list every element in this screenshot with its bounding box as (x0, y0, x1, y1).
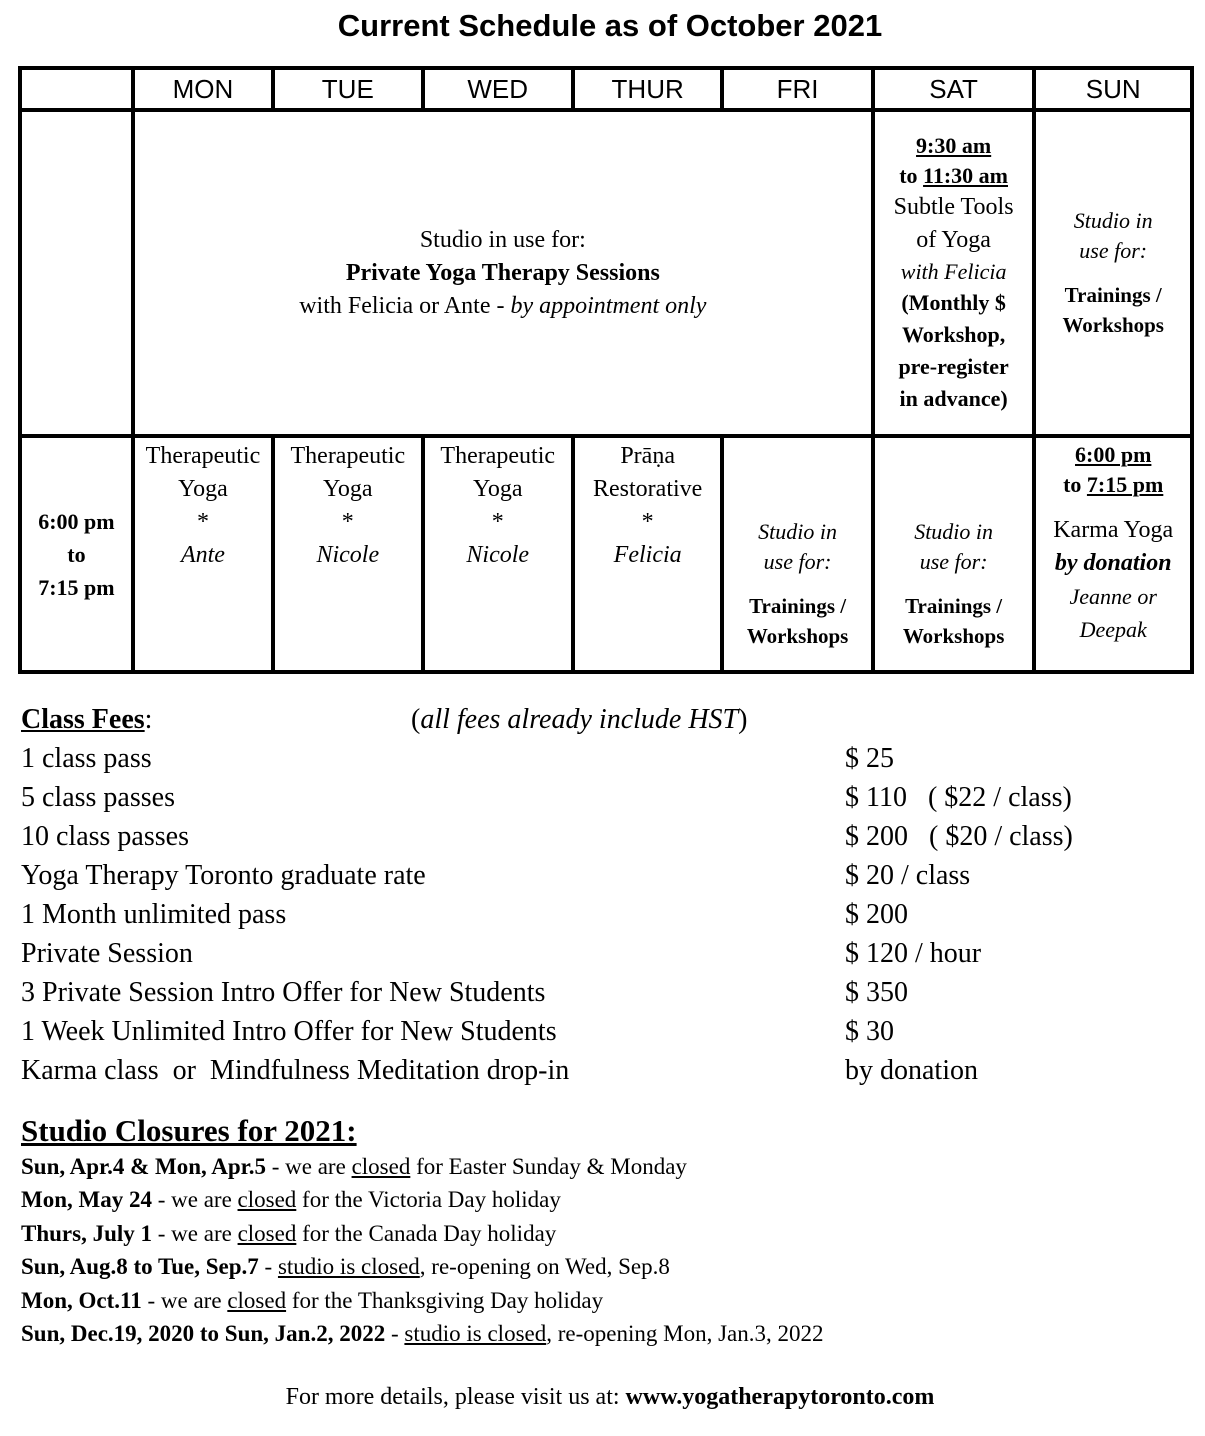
class-teacher: Nicole (316, 542, 380, 568)
private-sessions-appointment: by appointment only (510, 292, 707, 319)
closure-status: closed (351, 1154, 411, 1179)
closure-pre: - we are (152, 1220, 238, 1246)
sun-evening-start (1036, 440, 1190, 470)
tue-evening-cell (273, 436, 422, 672)
sat-evening-cell (873, 436, 1035, 672)
fee-price: $ 30 (845, 1016, 894, 1047)
closure-item (21, 1150, 1191, 1183)
fee-row (21, 973, 1191, 1012)
fees-heading-colon: : (144, 704, 153, 735)
sun-morning-line3: Trainings / (1064, 283, 1162, 307)
morning-time-cell (20, 110, 133, 436)
sat-class-note-3: pre-register (898, 354, 1009, 379)
fee-price: $ 200 (845, 899, 908, 930)
closure-date: Sun, Aug.8 to Tue, Sep.7 (21, 1254, 259, 1280)
closure-pre: - (385, 1321, 405, 1347)
class-name-1: Therapeutic (440, 443, 556, 469)
sun-evening-cell (1034, 436, 1192, 672)
sat-morning-end-time: 11:30 am (923, 163, 1008, 188)
class-name-1: Prāṇa (620, 443, 675, 469)
day-header-mon: MON (133, 68, 273, 110)
closure-post: , re-opening on Wed, Sep.8 (419, 1254, 670, 1280)
studio-closures-section (21, 1112, 1191, 1350)
sun-morning-line1: Studio in (1073, 208, 1153, 233)
private-sessions-teachers: with Felicia or Ante - (299, 292, 511, 319)
day-header-wed: WED (423, 68, 573, 110)
closure-date: Thurs, July 1 (21, 1220, 153, 1246)
sat-class-name-1: Subtle Tools (893, 194, 1014, 220)
closure-date: Sun, Apr.4 & Mon, Apr.5 (21, 1154, 266, 1179)
day-header-thur: THUR (573, 68, 722, 110)
private-sessions-title: Private Yoga Therapy Sessions (345, 259, 660, 286)
sat-evening-line3: Trainings / (905, 594, 1003, 618)
schedule-table (18, 66, 1194, 674)
sat-class-teacher: with Felicia (900, 259, 1007, 284)
fee-row (21, 856, 1191, 895)
day-header-tue: TUE (273, 68, 422, 110)
fee-label: 3 Private Session Intro Offer for New Students (21, 977, 546, 1008)
footer-text: For more details, please visit us at: (285, 1384, 626, 1410)
fees-note-text: all fees already include HST (420, 704, 739, 735)
evening-row (20, 436, 1192, 672)
fees-header-row (21, 700, 1191, 739)
fee-row (21, 778, 1191, 817)
fee-price: $ 25 (845, 743, 894, 774)
fee-label: 1 class pass (21, 743, 152, 774)
closure-item (21, 1183, 1191, 1216)
closure-item (21, 1217, 1191, 1250)
class-teacher: Felicia (613, 542, 682, 568)
closures-heading: Studio Closures for 2021: (21, 1113, 357, 1148)
class-teacher: Ante (180, 542, 225, 568)
class-name-1: Therapeutic (145, 443, 261, 469)
evening-time-start: 6:00 pm (38, 508, 115, 534)
fees-note-close: ) (738, 704, 748, 735)
thur-evening-cell (573, 436, 722, 672)
morning-row (20, 110, 1192, 436)
fees-note (411, 700, 747, 739)
sun-evening-to: to (1063, 472, 1087, 497)
fee-row (21, 895, 1191, 934)
closure-status: studio is closed (277, 1254, 420, 1280)
closure-date: Mon, Oct.11 (21, 1287, 142, 1313)
closure-post: for Easter Sunday & Monday (410, 1154, 687, 1179)
sat-evening-line2: use for: (919, 549, 988, 574)
class-teacher: Nicole (466, 542, 530, 568)
evening-time-cell (20, 436, 133, 672)
fee-price: $ 200 ( $20 / class) (845, 821, 1073, 852)
fee-row (21, 1051, 1191, 1090)
sun-evening-teacher-1: Jeanne or (1069, 584, 1157, 609)
fri-evening-line4: Workshops (746, 624, 849, 648)
class-star: * (196, 509, 209, 535)
class-name-2: Yoga (178, 476, 228, 502)
corner-cell (20, 68, 133, 110)
footer (0, 1384, 1205, 1411)
class-star: * (491, 509, 504, 535)
private-sessions-cell (133, 110, 873, 436)
fee-row (21, 934, 1191, 973)
fee-row (21, 817, 1191, 856)
closure-post: for the Canada Day holiday (296, 1220, 557, 1246)
fee-label: 10 class passes (21, 821, 189, 852)
sat-class-name-2: of Yoga (916, 227, 991, 253)
sat-morning-end (875, 161, 1033, 191)
mon-evening-cell (133, 436, 273, 672)
fee-label: 5 class passes (21, 782, 175, 813)
class-name-1: Therapeutic (290, 443, 406, 469)
closure-post: for the Victoria Day holiday (296, 1187, 561, 1213)
sun-evening-class: Karma Yoga (1053, 517, 1174, 543)
fee-label: 1 Week Unlimited Intro Offer for New Students (21, 1016, 557, 1047)
sun-evening-start-time: 6:00 pm (1075, 442, 1152, 467)
sat-evening-line4: Workshops (902, 624, 1005, 648)
sun-morning-line4: Workshops (1062, 313, 1164, 337)
class-fees-section (21, 700, 1191, 1090)
sun-morning-cell (1034, 110, 1192, 436)
fri-evening-line1: Studio in (758, 519, 838, 544)
fri-evening-line2: use for: (763, 549, 832, 574)
page-title: Current Schedule as of October 2021 (337, 8, 883, 43)
fee-label: 1 Month unlimited pass (21, 899, 287, 930)
fee-row (21, 1012, 1191, 1051)
fee-label: Karma class or Mindfulness Meditation drop-in (21, 1055, 570, 1086)
closure-pre: - (258, 1254, 278, 1280)
fri-evening-cell (722, 436, 872, 672)
closure-item (21, 1284, 1191, 1317)
sun-evening-note: by donation (1054, 550, 1172, 576)
fee-price: $ 110 ( $22 / class) (845, 782, 1072, 813)
day-header-sat: SAT (873, 68, 1035, 110)
class-name-2: Restorative (593, 476, 703, 502)
closure-date: Mon, May 24 (21, 1187, 152, 1213)
closure-status: closed (227, 1287, 287, 1313)
fee-label: Yoga Therapy Toronto graduate rate (21, 860, 426, 891)
fee-price: by donation (845, 1055, 978, 1086)
private-sessions-line1: Studio in use for: (419, 226, 586, 253)
closure-status: closed (237, 1187, 297, 1213)
sun-evening-end (1036, 470, 1190, 500)
closure-pre: - we are (141, 1287, 228, 1313)
fees-heading: Class Fees (21, 704, 145, 735)
closure-post: for the Thanksgiving Day holiday (286, 1287, 604, 1313)
sat-morning-to: to (899, 163, 924, 188)
evening-time-end: 7:15 pm (38, 574, 115, 600)
class-name-2: Yoga (472, 476, 523, 502)
fee-price: $ 120 / hour (845, 938, 982, 969)
fri-evening-line3: Trainings / (749, 594, 847, 618)
sat-class-note-2: Workshop, (901, 322, 1006, 347)
sun-evening-teacher-2: Deepak (1079, 617, 1147, 642)
day-header-row (20, 68, 1192, 110)
class-name-2: Yoga (323, 476, 373, 502)
evening-time-to: to (67, 541, 86, 567)
sat-evening-line1: Studio in (914, 519, 994, 544)
sat-morning-start (875, 131, 1033, 161)
private-sessions-line3 (135, 290, 871, 323)
class-star: * (341, 509, 354, 535)
closure-item (21, 1250, 1191, 1283)
closure-post: , re-opening Mon, Jan.3, 2022 (546, 1321, 824, 1347)
sat-morning-cell (873, 110, 1035, 436)
closure-status: closed (237, 1220, 297, 1246)
sun-evening-end-time: 7:15 pm (1086, 472, 1164, 497)
day-header-sun: SUN (1034, 68, 1192, 110)
sat-class-note-4: in advance) (899, 386, 1008, 411)
fee-price: $ 20 / class (845, 860, 971, 891)
wed-evening-cell (423, 436, 573, 672)
fee-price: $ 350 (845, 977, 908, 1008)
closure-pre: - we are (151, 1187, 238, 1213)
fees-heading-wrap (21, 700, 152, 739)
fees-note-open: ( (411, 704, 421, 735)
class-star: * (641, 509, 654, 535)
fee-row (21, 739, 1191, 778)
sat-class-note-1: (Monthly $ (901, 290, 1006, 315)
closure-pre: - we are (266, 1154, 352, 1179)
closure-date: Sun, Dec.19, 2020 to Sun, Jan.2, 2022 (21, 1321, 386, 1347)
sat-morning-start-time: 9:30 am (916, 133, 992, 158)
day-header-fri: FRI (722, 68, 872, 110)
sun-morning-line2: use for: (1079, 238, 1148, 263)
closure-item (21, 1317, 1191, 1350)
closure-status: studio is closed (404, 1321, 547, 1347)
website-link[interactable]: www.yogatherapytoronto.com (625, 1384, 935, 1410)
fee-label: Private Session (21, 938, 193, 969)
